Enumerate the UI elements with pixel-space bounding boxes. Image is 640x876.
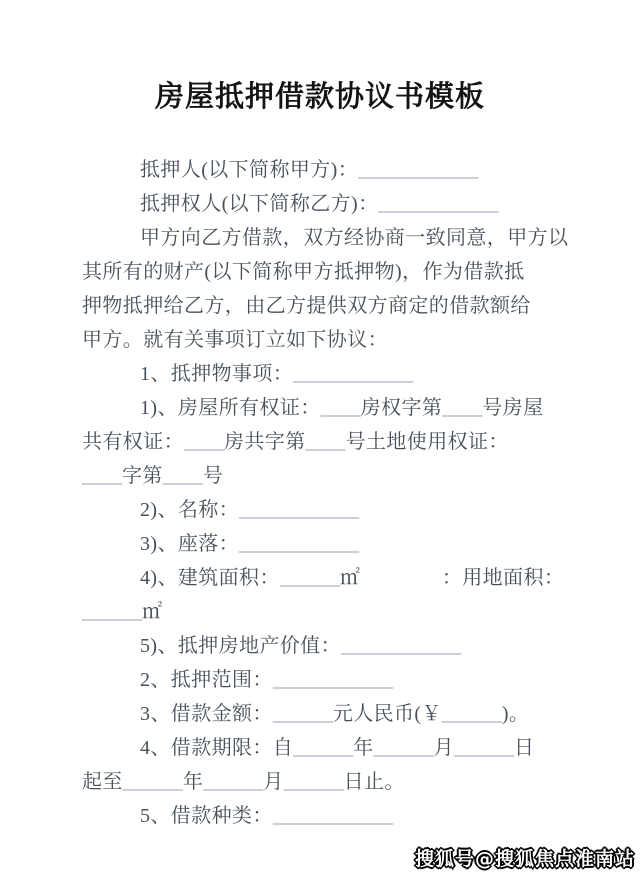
doc-line: 甲方向乙方借款，双方经协商一致同意，甲方以 [140,227,569,249]
blank-underline: ______ [203,771,264,793]
blank-underline: ____ [82,465,122,487]
doc-line: 押物抵押给乙方，由乙方提供双方商定的借款额给 [82,295,531,317]
doc-line: 1)、房屋所有权证：____房权字第____号房屋 [140,397,544,419]
blank-underline: ____________ [293,363,414,385]
blank-underline: ______ [279,567,340,589]
blank-underline: ______ [441,703,502,725]
doc-line: 5)、抵押房地产价值：____________ [140,635,462,657]
doc-line: ______㎡ [82,601,163,623]
blank-underline: ____ [320,397,361,419]
document-title: 房屋抵押借款协议书模板 [154,79,485,113]
blank-underline: ____ [442,397,483,419]
doc-line: 甲方。就有关事项订立如下协议： [82,329,388,351]
doc-line: 4)、建筑面积：______㎡ ：用地面积： [140,567,565,589]
doc-line: 4、借款期限：自______年______月______日 [140,737,535,759]
doc-line: 共有权证：____房共字第____号土地使用权证： [82,431,509,453]
blank-underline: ____________ [272,805,393,827]
doc-line: 抵押人(以下简称甲方)：____________ [140,159,479,181]
sohu-watermark: 搜狐号@搜狐焦点淮南站 [414,848,635,870]
doc-line: 起至______年______月______日止。 [82,771,405,793]
doc-line: 其所有的财产(以下简称甲方抵押物)，作为借款抵 [82,261,525,283]
blank-underline: ______ [272,703,333,725]
blank-underline: ______ [122,771,183,793]
blank-underline: ____ [305,431,346,453]
blank-underline: ______ [283,771,344,793]
doc-line: ____字第____号 [82,465,224,487]
blank-underline: ______ [454,737,515,759]
doc-line: 抵押权人(以下简称乙方)：____________ [140,193,499,215]
blank-underline: ____________ [239,533,360,555]
doc-line: 2)、名称：____________ [140,499,360,521]
blank-underline: ____ [184,431,224,453]
blank-underline: ____ [162,465,203,487]
blank-underline: ____________ [272,669,393,691]
blank-underline: ______ [82,601,142,623]
blank-underline: ____________ [378,193,499,215]
doc-line: 1、抵押物事项：____________ [140,363,414,385]
blank-underline: ____________ [239,499,360,521]
document-body [82,153,569,833]
blank-underline: ______ [373,737,434,759]
doc-line: 2、抵押范围：____________ [140,669,393,691]
blank-underline: ______ [293,737,354,759]
doc-line: 5、借款种类：____________ [140,805,393,827]
doc-line: 3)、座落：____________ [140,533,360,555]
blank-underline: ____________ [358,159,479,181]
doc-line: 3、借款金额：______元人民币(￥______)。 [140,703,530,725]
blank-underline: ____________ [341,635,462,657]
